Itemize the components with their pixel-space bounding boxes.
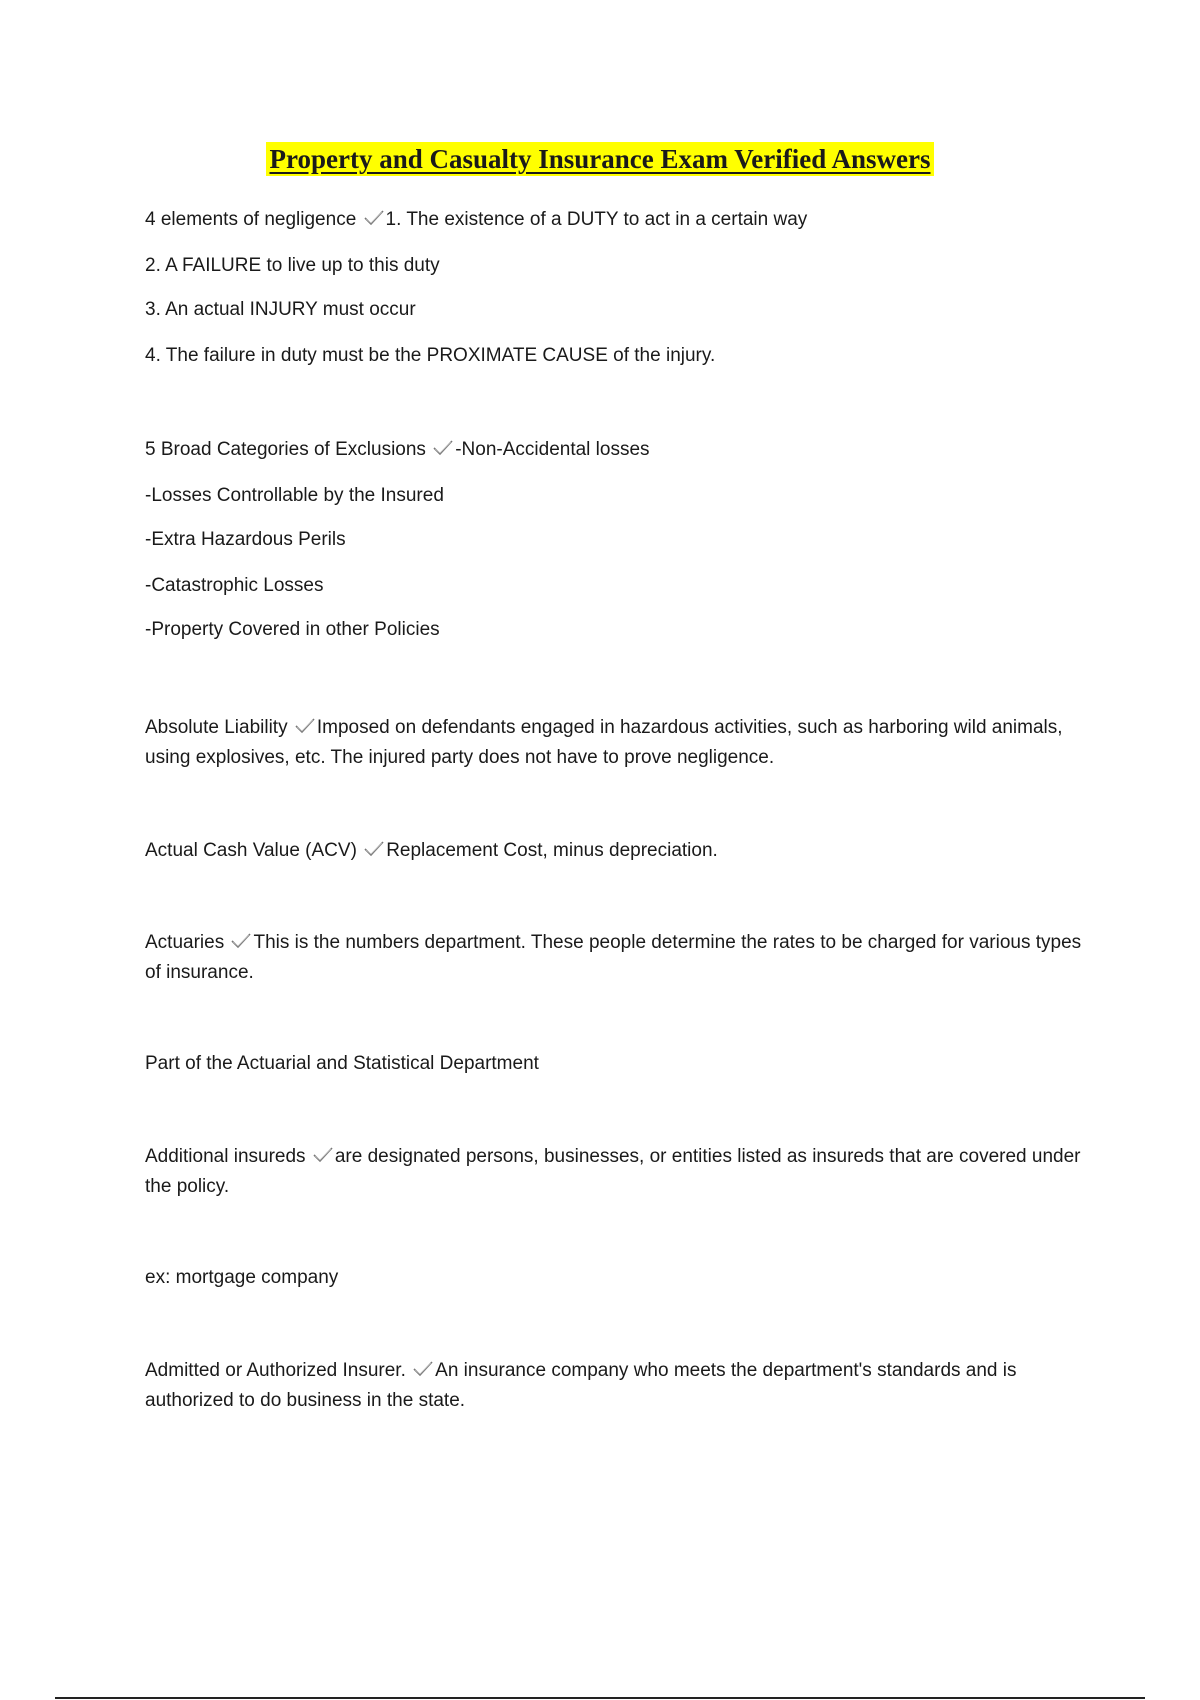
- entry-1-line-4: -Property Covered in other Policies: [145, 619, 440, 640]
- footer-rule: [55, 1697, 1145, 1699]
- entry-4: [145, 928, 1095, 988]
- check-icon: [312, 1146, 334, 1164]
- entry-4-term: Actuaries: [145, 932, 225, 953]
- entry-2-term: Absolute Liability: [145, 717, 288, 738]
- entry-5-note: ex: mortgage company: [145, 1267, 339, 1288]
- entry-4-answer: This is the numbers department. These people determine the rates to be charged for various types of insurance.: [145, 932, 1082, 983]
- entry-0-answer: 1. The existence of a DUTY to act in a certain way: [385, 209, 808, 230]
- entry-0-line-2: 3. An actual INJURY must occur: [145, 299, 416, 320]
- entry-0-line-3: 4. The failure in duty must be the PROXIMATE CAUSE of the injury.: [145, 345, 716, 366]
- entry-1-line-3: -Catastrophic Losses: [145, 575, 324, 596]
- entry-5-answer: are designated persons, businesses, or entities listed as insureds that are covered under the policy.: [145, 1146, 1081, 1197]
- entry-0-line-1: 2. A FAILURE to live up to this duty: [145, 255, 440, 276]
- entry-5: [145, 1142, 1095, 1202]
- entry-2-answer: Imposed on defendants engaged in hazardous activities, such as harboring wild animals, using explosives, etc. The injured party does not have to prove negligence.: [145, 717, 1063, 768]
- document-title: Property and Casualty Insurance Exam Verified Answers: [266, 142, 933, 176]
- check-icon: [294, 717, 316, 735]
- entry-1-answer: -Non-Accidental losses: [455, 439, 650, 460]
- entry-1-term: 5 Broad Categories of Exclusions: [145, 439, 426, 460]
- entry-6: [145, 1356, 1095, 1416]
- entry-1-line-1: -Losses Controllable by the Insured: [145, 485, 444, 506]
- entry-3-term: Actual Cash Value (ACV): [145, 840, 357, 861]
- entry-3: [145, 836, 1095, 866]
- entry-1-first-line: [145, 435, 1095, 465]
- entry-5-term: Additional insureds: [145, 1146, 306, 1167]
- entry-0-term: 4 elements of negligence: [145, 209, 357, 230]
- entry-6-answer: An insurance company who meets the department's standards and is authorized to do business in the state.: [145, 1360, 1017, 1411]
- entry-4-note: Part of the Actuarial and Statistical Department: [145, 1053, 539, 1074]
- title-wrap: [0, 142, 1200, 176]
- entry-2: [145, 713, 1095, 773]
- entry-6-term: Admitted or Authorized Insurer.: [145, 1360, 406, 1381]
- entry-0-first-line: [145, 205, 1095, 235]
- check-icon: [412, 1360, 434, 1378]
- check-icon: [230, 932, 252, 950]
- entry-3-answer: Replacement Cost, minus depreciation.: [386, 840, 718, 861]
- check-icon: [432, 439, 454, 457]
- check-icon: [363, 209, 385, 227]
- check-icon: [363, 840, 385, 858]
- entry-1-line-2: -Extra Hazardous Perils: [145, 529, 346, 550]
